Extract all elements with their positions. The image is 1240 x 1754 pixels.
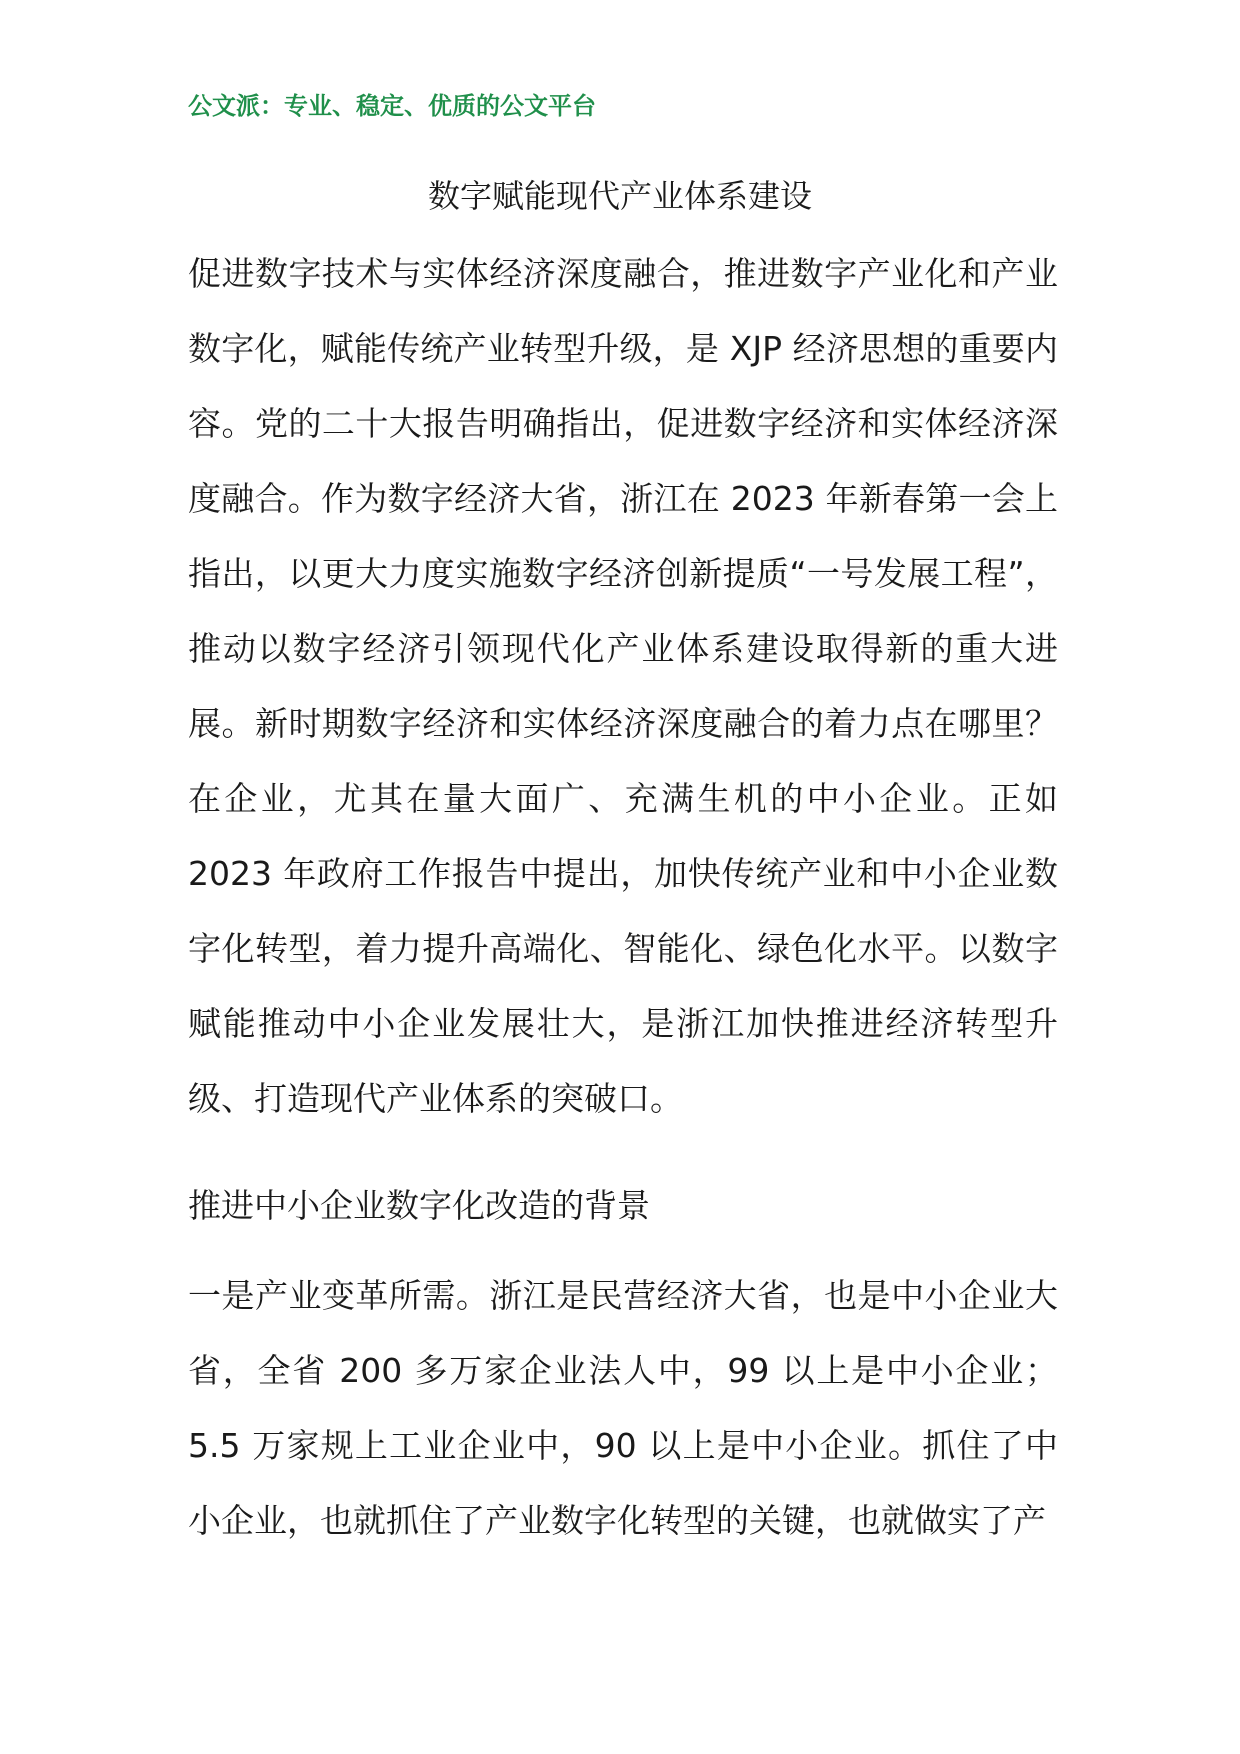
section-heading-background: 推进中小企业数字化改造的背景	[188, 1186, 650, 1225]
document-title: 数字赋能现代产业体系建设	[427, 177, 812, 215]
site-header-slogan: 公文派：专业、稳定、优质的公文平台	[188, 92, 596, 120]
body-paragraph-industry-change: 一是产业变革所需。浙江是民营经济大省，也是中小企业大省，全省 200 多万家企业法人中，99 以上是中小企业；5.5 万家规上工业企业中，90 以上是中小企业。抓住了中小企业，也就抓住了产业数字化转型的关键，也就做实了产	[188, 1276, 1058, 1540]
body-paragraph-intro: 促进数字技术与实体经济深度融合，推进数字产业化和产业数字化，赋能传统产业转型升级，是 XJP 经济思想的重要内容。党的二十大报告明确指出，促进数字经济和实体经济深度融合。作为数字经济大省，浙江在 2023 年新春第一会上指出，以更大力度实施数字经济创新提质“一号发展工程”，推动以数字经济引领现代化产业体系建设取得新的重大进展。新时期数字经济和实体经济深度融合的着力点在哪里？在企业，尤其在量大面广、充满生机的中小企业。正如 2023 年政府工作报告中提出，加快传统产业和中小企业数字化转型，着力提升高端化、智能化、绿色化水平。以数字赋能推动中小企业发展壮大，是浙江加快推进经济转型升级、打造现代产业体系的突破口。	[188, 254, 1058, 1118]
